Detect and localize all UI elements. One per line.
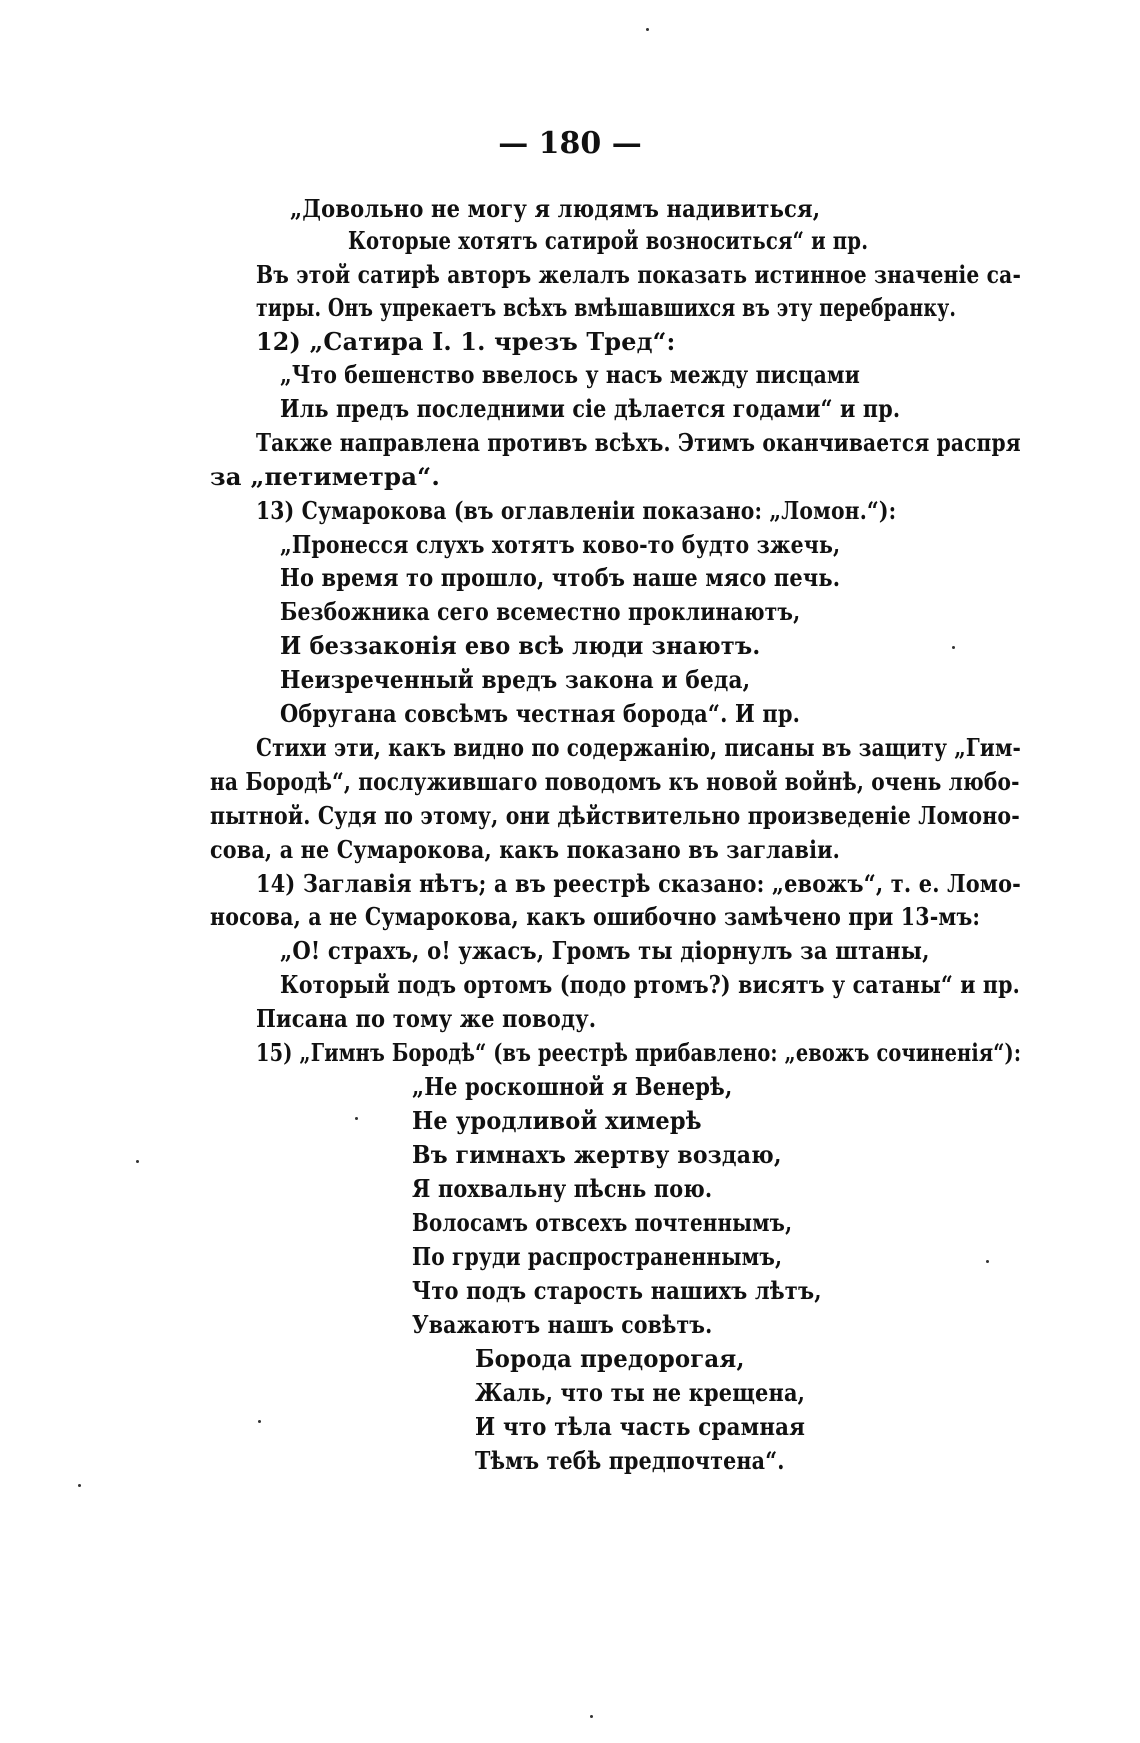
- text-line: Безбожника сего всеместно проклинаютъ,: [280, 597, 801, 626]
- text-line: Иль предъ последними сіе дѣлается годами“ и пр.: [280, 394, 901, 423]
- text-line: По груди распространеннымъ,: [412, 1242, 783, 1271]
- scan-speck: [258, 1420, 261, 1423]
- scan-speck: [78, 1484, 81, 1487]
- text-line: Что подъ старость нашихъ лѣтъ,: [412, 1276, 822, 1305]
- text-line: Тѣмъ тебѣ предпочтена“.: [475, 1446, 785, 1475]
- text-line: тиры. Онъ упрекаетъ всѣхъ вмѣшавшихся въ эту перебранку.: [256, 293, 957, 322]
- scan-speck: [646, 28, 649, 31]
- text-line: Уважаютъ нашъ совѣтъ.: [412, 1310, 713, 1339]
- scan-speck: [986, 1260, 989, 1263]
- text-line: Стихи эти, какъ видно по содержанію, писаны въ защиту „Гим-: [256, 733, 1021, 762]
- text-line: за „петиметра“.: [210, 462, 441, 491]
- text-line: Я похвальну пѣснь пою.: [412, 1174, 713, 1203]
- page-number: — 180 —: [498, 126, 642, 161]
- text-line: Не уродливой химерѣ: [412, 1106, 702, 1135]
- text-line: „Довольно не могу я людямъ надивиться,: [290, 194, 821, 223]
- scan-speck: [355, 1117, 358, 1120]
- text-line: 15) „Гимнъ Бородѣ“ (въ реестрѣ прибавлено: „евожъ сочиненія“):: [256, 1038, 1022, 1067]
- scan-speck: [136, 1160, 139, 1163]
- text-line: 14) Заглавія нѣтъ; а въ реестрѣ сказано: „евожъ“, т. е. Ломо-: [256, 869, 1022, 898]
- text-line: Въ этой сатирѣ авторъ желалъ показать истинное значеніе са-: [256, 260, 1022, 289]
- text-line: И что тѣла часть срамная: [475, 1412, 806, 1441]
- text-line: И беззаконія ево всѣ люди знаютъ.: [280, 631, 761, 660]
- text-line: 13) Сумарокова (въ оглавленіи показано: „Ломон.“):: [256, 496, 897, 525]
- text-line: на Бородѣ“, послужившаго поводомъ къ новой войнѣ, очень любо-: [210, 767, 1020, 796]
- scan-speck: [590, 1715, 593, 1718]
- text-line: „Не роскошной я Венерѣ,: [412, 1072, 733, 1101]
- text-line: носова, а не Сумарокова, какъ ошибочно замѣчено при 13-мъ:: [210, 902, 981, 931]
- text-line: 12) „Сатира I. 1. чрезъ Тред“:: [256, 327, 676, 356]
- text-line: пытной. Судя по этому, они дѣйствительно произведеніе Ломоно-: [210, 801, 1020, 830]
- text-line: Также направлена противъ всѣхъ. Этимъ оканчивается распря: [256, 428, 1021, 457]
- text-line: Которые хотятъ сатирой возноситься“ и пр.: [348, 226, 869, 255]
- scan-speck: [952, 646, 955, 649]
- text-line: Неизреченный вредъ закона и беда,: [280, 665, 751, 694]
- text-line: Который подъ ортомъ (подо ртомъ?) висятъ у сатаны“ и пр.: [280, 970, 1020, 999]
- text-line: „О! страхъ, о! ужасъ, Громъ ты діорнулъ за штаны,: [280, 936, 930, 965]
- text-line: „Пронесся слухъ хотятъ ково-то будто зжечь,: [280, 530, 841, 559]
- text-line: „Что бешенство ввелось у насъ между писцами: [280, 360, 860, 389]
- text-line: Въ гимнахъ жертву воздаю,: [412, 1140, 782, 1169]
- text-line: Писана по тому же поводу.: [256, 1004, 597, 1033]
- text-line: Жаль, что ты не крещена,: [475, 1378, 806, 1407]
- text-line: Волосамъ отвсехъ почтеннымъ,: [412, 1208, 793, 1237]
- text-line: Борода предорогая,: [475, 1344, 745, 1373]
- text-line: Но время то прошло, чтобъ наше мясо печь.: [280, 563, 841, 592]
- text-line: сова, а не Сумарокова, какъ показано въ заглавіи.: [210, 835, 841, 864]
- text-line: Обругана совсѣмъ честная борода“. И пр.: [280, 699, 801, 728]
